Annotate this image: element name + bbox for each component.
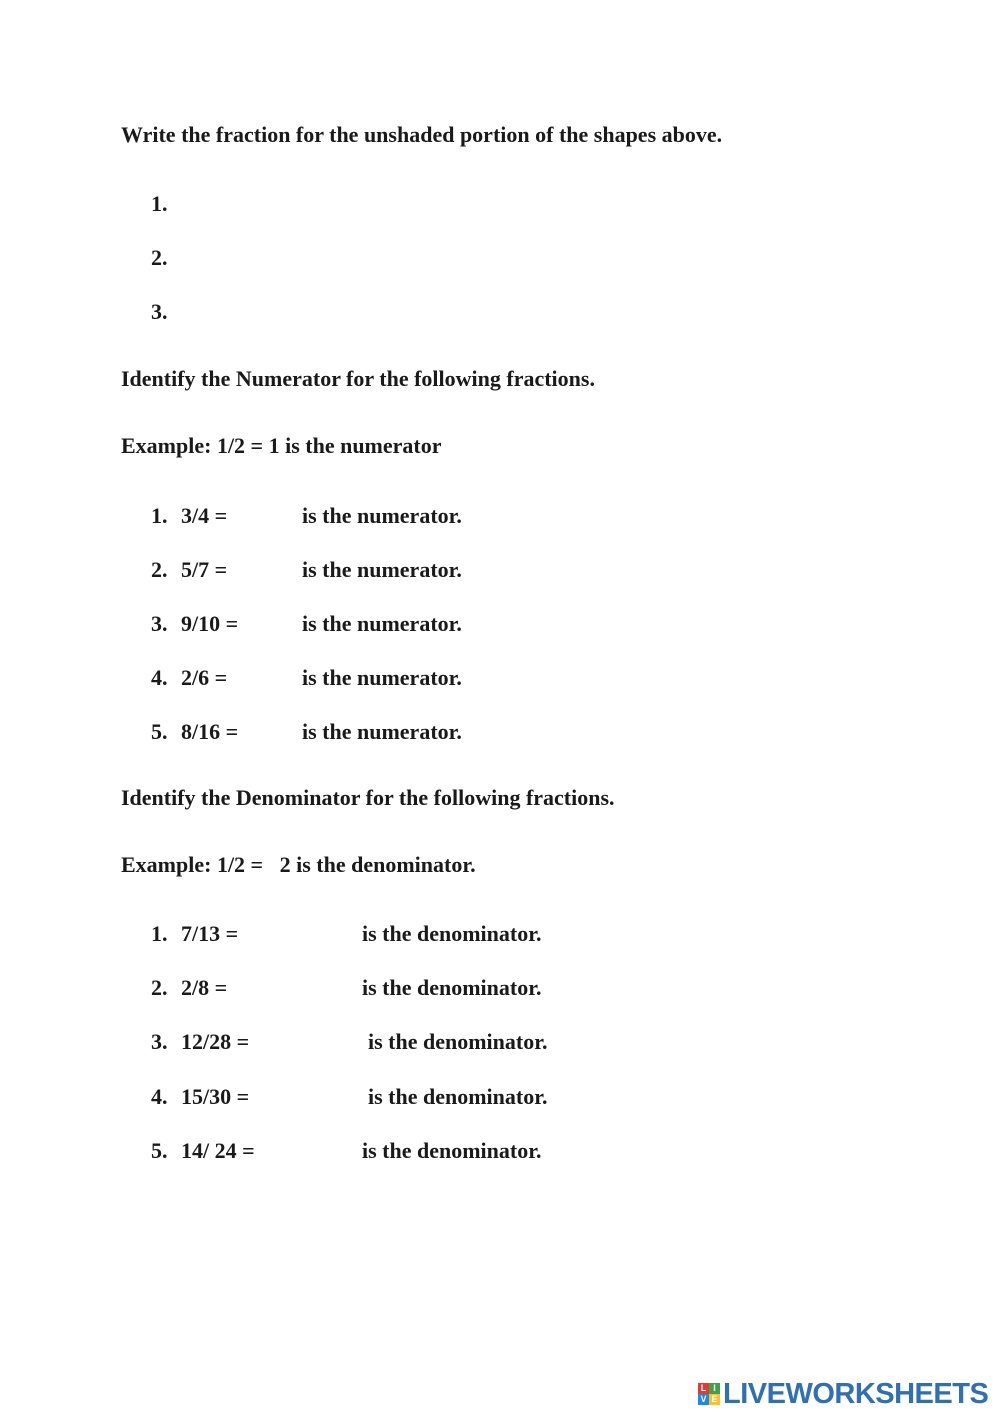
item-tail: is the numerator. [302, 665, 462, 690]
item-tail: is the numerator. [302, 611, 462, 636]
item-number: 5. [151, 719, 168, 744]
item-number: 5. [151, 1138, 168, 1163]
item-tail: is the denominator. [368, 1029, 548, 1054]
denominator-item-4 [0, 1084, 1000, 1110]
fraction: 2/8 = [181, 975, 228, 1000]
item-number: 2. [151, 975, 168, 1000]
fraction: 9/10 = [181, 611, 239, 636]
fraction: 7/13 = [181, 921, 239, 946]
logo-tile: E [709, 1394, 720, 1405]
item-number: 1. [151, 921, 168, 946]
fraction: 14/ 24 = [181, 1138, 255, 1163]
fraction: 3/4 = [181, 503, 228, 528]
denominator-item-5 [0, 1138, 1000, 1164]
numerator-item-4 [0, 665, 1000, 691]
section3-example: Example: 1/2 = 2 is the denominator. [121, 852, 476, 877]
fraction: 15/30 = [181, 1084, 250, 1109]
logo-tile: V [698, 1394, 709, 1405]
fraction: 5/7 = [181, 557, 228, 582]
item-number: 4. [151, 1084, 168, 1109]
item-tail: is the numerator. [302, 557, 462, 582]
item-tail: is the denominator. [362, 975, 542, 1000]
denominator-item-2 [0, 975, 1000, 1001]
item-tail: is the denominator. [362, 1138, 542, 1163]
logo-tile: L [698, 1383, 709, 1394]
item-number: 2. [151, 557, 168, 582]
watermark-text: LIVEWORKSHEETS [723, 1377, 989, 1410]
numerator-item-5 [0, 719, 1000, 745]
item-number: 1. [151, 503, 168, 528]
denominator-item-3 [0, 1029, 1000, 1055]
numerator-item-3 [0, 611, 1000, 637]
fraction: 2/6 = [181, 665, 228, 690]
section1-item-1: 1. [151, 191, 168, 216]
section2-example: Example: 1/2 = 1 is the numerator [121, 433, 442, 458]
denominator-item-1 [0, 921, 1000, 947]
section1-item-3: 3. [151, 299, 168, 324]
logo-tile: I [709, 1383, 720, 1394]
item-number: 4. [151, 665, 168, 690]
item-tail: is the numerator. [302, 503, 462, 528]
section3-heading: Identify the Denominator for the following fractions. [121, 785, 615, 810]
item-tail: is the denominator. [362, 921, 542, 946]
liveworksheets-logo-icon [698, 1383, 720, 1405]
section2-heading: Identify the Numerator for the following fractions. [121, 366, 595, 391]
item-tail: is the numerator. [302, 719, 462, 744]
liveworksheets-watermark [698, 1378, 988, 1410]
fraction: 8/16 = [181, 719, 239, 744]
fraction: 12/28 = [181, 1029, 250, 1054]
numerator-item-2 [0, 557, 1000, 583]
section1-heading: Write the fraction for the unshaded portion of the shapes above. [121, 122, 723, 147]
item-tail: is the denominator. [368, 1084, 548, 1109]
item-number: 3. [151, 611, 168, 636]
section1-item-2: 2. [151, 245, 168, 270]
numerator-item-1 [0, 503, 1000, 529]
item-number: 3. [151, 1029, 168, 1054]
